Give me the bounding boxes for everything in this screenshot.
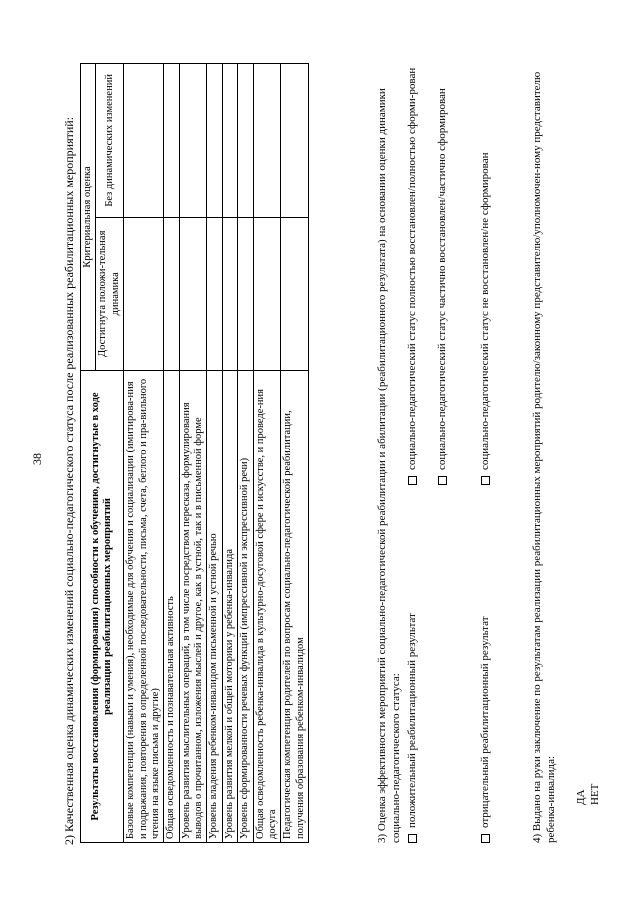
col-results-header: Результаты восстановления (формирования) способности к обучению, достигнутые в ходе реализации реабилитационных мероприятий — [81, 370, 124, 842]
cell-nochange — [207, 64, 222, 218]
row-label: Уровень развития мыслительных операций, в том числе посредством пересказа, формулирования выводов о прочитанном, изложения мыслей и другое, как в устной, так и в письменной форме — [179, 370, 207, 842]
answer-no[interactable]: НЕТ — [589, 783, 601, 805]
table-row — [281, 64, 309, 843]
option-not-restored — [478, 5, 492, 485]
positive-result-label: положительный реабилитационный результат — [406, 613, 418, 828]
row-label: Уровень сформированности речевых функций (импрессивной и экспрессивной речи) — [238, 370, 253, 842]
row-label: Педагогическая компетенция родителей по вопросам социально-педагогической реабилитации, получения образования ребенком-инвалидом — [281, 370, 309, 842]
checkbox-not-restored[interactable] — [481, 476, 490, 485]
option-label: социально-педагогический статус не восстановлен/не сформирован — [479, 152, 491, 470]
page-number: 38 — [30, 453, 44, 465]
cell-positive — [281, 217, 309, 370]
table-row — [222, 64, 237, 843]
row-label: Общая осведомленность и познавательная активность — [164, 370, 179, 842]
cell-nochange — [253, 64, 281, 218]
table-row — [253, 64, 281, 843]
section-2-title: 2) Качественная оценка динамических изменений социально-педагогического статуса после реализованных реабилитационных мероприятий: — [62, 116, 76, 845]
negative-result-option — [478, 616, 492, 843]
col-positive-header: Достигнута положи-тельная динамика — [96, 217, 124, 370]
cell-positive — [238, 217, 253, 370]
table-row — [179, 64, 207, 843]
col-criteria-header: Критериальная оценка — [81, 64, 96, 371]
positive-result-option — [405, 613, 419, 843]
cell-nochange — [222, 64, 237, 218]
checkbox-partially-restored[interactable] — [438, 476, 447, 485]
row-label: Базовые компетенции (навыки и умения), необходимые для обучения и социализации (имитирова-ния и подражания, повторения в определенной последовательности, письма, счета, беглого и пра-вильного чтения на языке письма и другие) — [124, 370, 164, 842]
assessment-table — [80, 63, 309, 843]
cell-positive — [179, 217, 207, 370]
cell-nochange — [179, 64, 207, 218]
option-label: социально-педагогический статус частично восстановлен/частично сформирован — [436, 88, 448, 470]
checkbox-negative[interactable] — [481, 834, 490, 843]
checkbox-fully-restored[interactable] — [408, 476, 417, 485]
table-row — [164, 64, 179, 843]
row-label: Общая осведомленность ребенка-инвалида в культурно-досуговой сфере и искусстве, и проведе-ния досуга — [253, 370, 281, 842]
option-partially-restored — [435, 5, 449, 485]
cell-nochange — [164, 64, 179, 218]
table-row — [238, 64, 253, 843]
table-row — [207, 64, 222, 843]
cell-nochange — [124, 64, 164, 218]
cell-positive — [253, 217, 281, 370]
row-label: Уровень владения ребенком-инвалидом письменной и устной речью — [207, 370, 222, 842]
checkbox-positive[interactable] — [408, 834, 417, 843]
cell-positive — [164, 217, 179, 370]
col-nochange-header: Без динамических изменений — [96, 64, 124, 218]
negative-result-label: отрицательный реабилитационный результат — [479, 616, 491, 828]
option-label: социально-педагогический статус полностью восстановлен/полностью сформи-рован — [406, 67, 418, 470]
cell-positive — [207, 217, 222, 370]
table-row — [124, 64, 164, 843]
row-label: Уровень развития мелкой и общей моторики у ребенка-инвалида — [222, 370, 237, 842]
answer-yes[interactable]: ДА — [575, 789, 587, 805]
cell-positive — [124, 217, 164, 370]
cell-positive — [222, 217, 237, 370]
cell-nochange — [281, 64, 309, 218]
section-4-title: 4) Выдано на руки заключение по результатам реализации реабилитационных мероприятий родителю/законному представителю/уполномочен-ному представителю ребенка-инвалида: — [531, 71, 558, 843]
cell-nochange — [238, 64, 253, 218]
section-3-title: 3) Оценка эффективности мероприятий социально-педагогической реабилитации и абилитации (реабилитационного результата) на основании оценки динамики социально-педагогического статуса: — [376, 88, 403, 843]
option-fully-restored — [405, 5, 419, 485]
